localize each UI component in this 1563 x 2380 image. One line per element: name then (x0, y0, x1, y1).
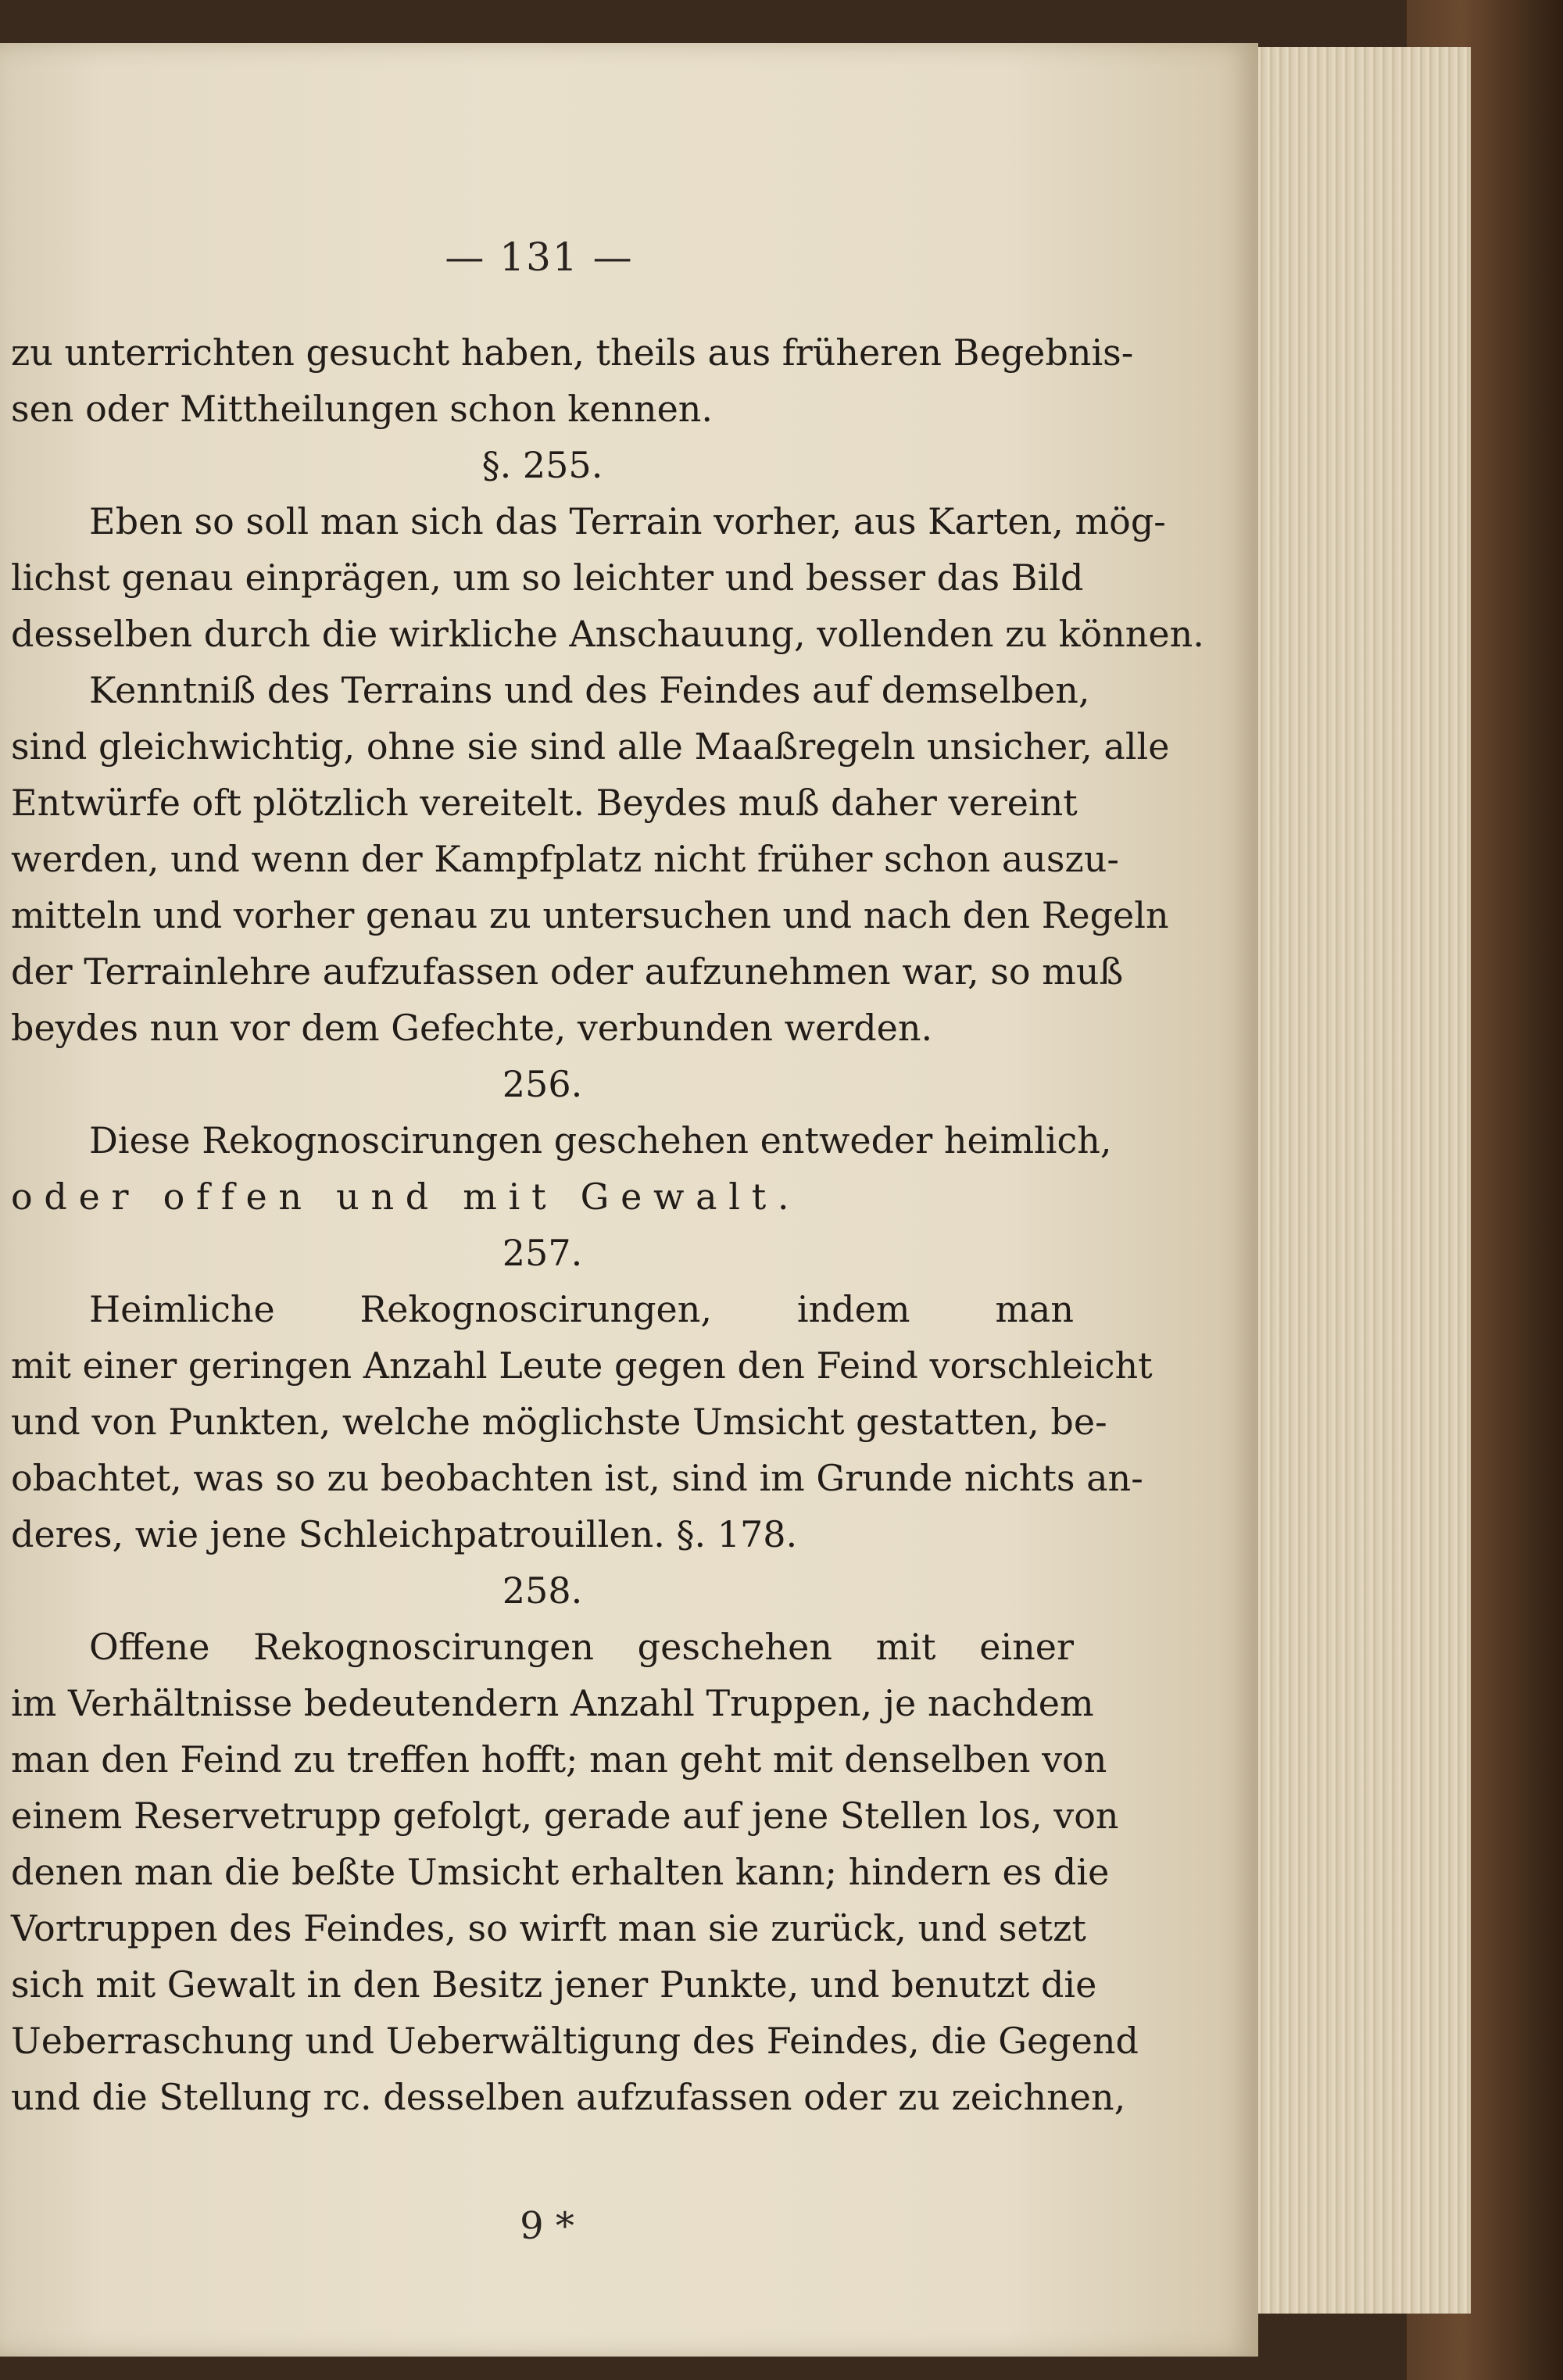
text-line: Heimliche Rekognoscirungen, indem man (89, 1288, 1074, 1330)
text-line: sind gleichwichtig, ohne sie sind alle Maaßregeln unsicher, alle (11, 725, 1170, 768)
text-line: obachtet, was so zu beobachten ist, sind im Grunde nichts an- (11, 1457, 1143, 1499)
text-line: und von Punkten, welche möglichste Umsicht gestatten, be- (11, 1401, 1107, 1443)
text-line: sen oder Mittheilungen schon kennen. (11, 388, 714, 430)
page-header-number: — 131 — (445, 234, 634, 280)
text-line: werden, und wenn der Kampfplatz nicht früher schon auszu- (11, 838, 1119, 880)
section-heading: 257. (502, 1232, 583, 1274)
text-line: Ueberraschung und Ueberwältigung des Feindes, die Gegend (11, 2020, 1139, 2062)
text-line: Diese Rekognoscirungen geschehen entweder heimlich, (89, 1119, 1112, 1161)
text-line: oder offen und mit Gewalt. (11, 1176, 801, 1218)
text-line: mitteln und vorher genau zu untersuchen und nach den Regeln (11, 894, 1169, 936)
text-line: deres, wie jene Schleichpatrouillen. §. 178. (11, 1513, 798, 1555)
text-line: beydes nun vor dem Gefechte, verbunden werden. (11, 1007, 933, 1049)
text-line: mit einer geringen Anzahl Leute gegen den Feind vorschleicht (11, 1344, 1153, 1387)
text-line: Vortruppen des Feindes, so wirft man sie zurück, und setzt (11, 1907, 1086, 1949)
text-line: im Verhältnisse bedeutendern Anzahl Truppen, je nachdem (11, 1682, 1094, 1724)
page-body (11, 324, 1204, 2125)
section-heading: 258. (502, 1569, 583, 1612)
book-page (0, 43, 1258, 2357)
text-line: lichst genau einprägen, um so leichter und besser das Bild (11, 557, 1084, 599)
page-edges (1235, 47, 1471, 2314)
text-line: desselben durch die wirkliche Anschauung, vollenden zu können. (11, 613, 1204, 655)
text-line: einem Reservetrupp gefolgt, gerade auf jene Stellen los, von (11, 1795, 1119, 1837)
text-line: denen man die beßte Umsicht erhalten kann; hindern es die (11, 1851, 1110, 1893)
signature-mark: 9 * (520, 2204, 574, 2248)
text-line: man den Feind zu treffen hofft; man geht mit denselben von (11, 1738, 1107, 1781)
text-line: Kenntniß des Terrains und des Feindes auf demselben, (89, 669, 1090, 711)
section-heading: 256. (502, 1063, 583, 1105)
text-line: Offene Rekognoscirungen geschehen mit einer (89, 1626, 1074, 1668)
text-line: Eben so soll man sich das Terrain vorher, aus Karten, mög- (89, 500, 1166, 542)
text-line: zu unterrichten gesucht haben, theils aus früheren Begebnis- (11, 331, 1134, 374)
text-line: Entwürfe oft plötzlich vereitelt. Beydes muß daher vereint (11, 782, 1078, 824)
text-line: und die Stellung rc. desselben aufzufassen oder zu zeichnen, (11, 2076, 1126, 2118)
text-line: der Terrainlehre aufzufassen oder aufzunehmen war, so muß (11, 950, 1124, 993)
text-line: sich mit Gewalt in den Besitz jener Punkte, und benutzt die (11, 1963, 1097, 2006)
section-heading: §. 255. (481, 444, 603, 486)
